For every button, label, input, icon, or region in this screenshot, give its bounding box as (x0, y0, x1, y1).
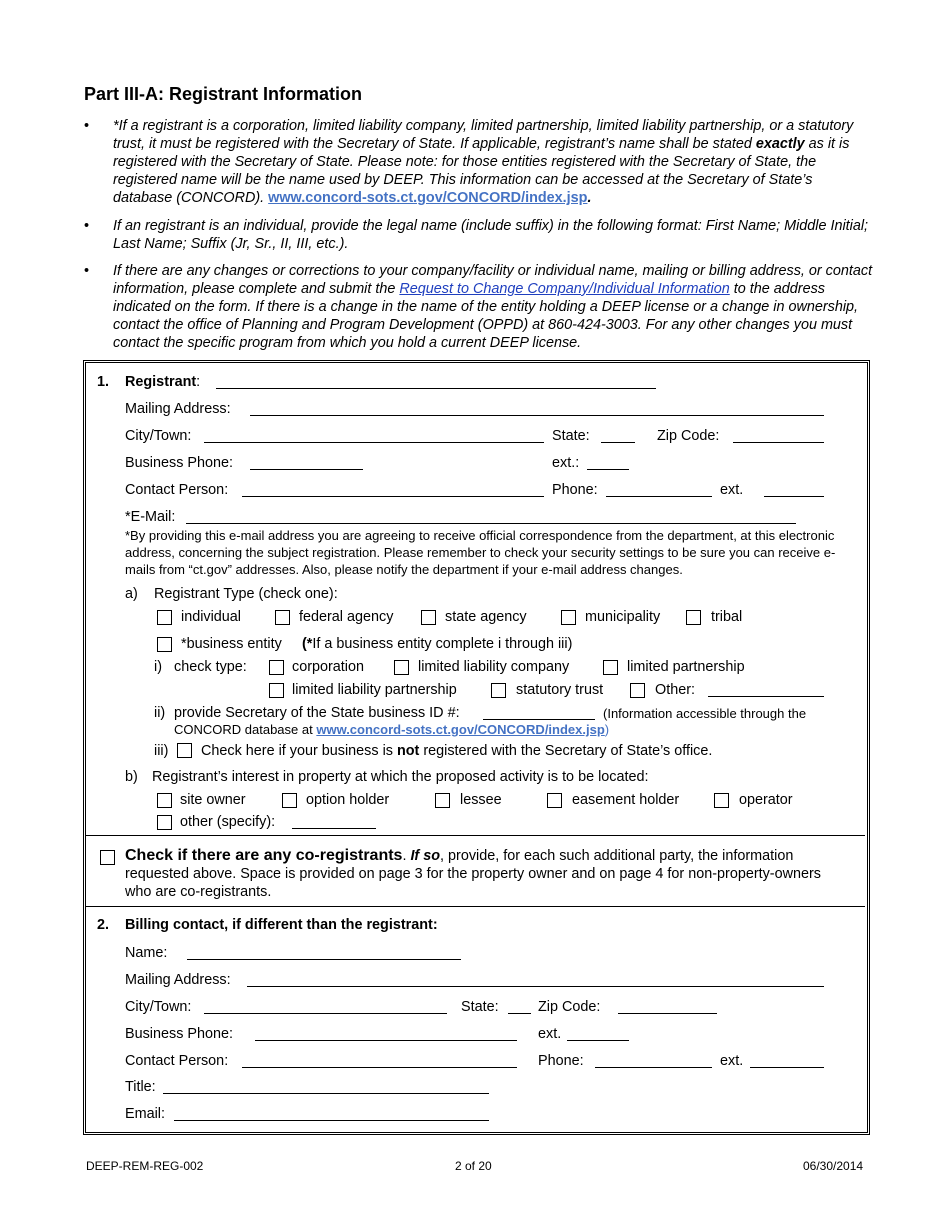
type-option-label: individual (181, 609, 242, 625)
city-field[interactable] (204, 442, 544, 443)
section-1-number (97, 373, 109, 391)
i-label: i) (154, 659, 162, 675)
billing-zip-field[interactable] (618, 1013, 717, 1014)
concord-db-line (174, 721, 609, 739)
other-entity-field[interactable] (708, 696, 824, 697)
concord-link-2[interactable]: www.concord-sots.ct.gov/CONCORD/index.jsp (316, 722, 605, 737)
bullet-dot: • (84, 263, 90, 279)
ii-label: ii) (154, 705, 166, 721)
request-change-link[interactable]: Request to Change Company/Individual Information (399, 281, 730, 297)
billing-state-field[interactable] (508, 1013, 531, 1014)
entity-option-label: statutory trust (516, 682, 604, 698)
section-2-number: 2. (97, 917, 110, 933)
a-label: a) (125, 586, 138, 602)
concord-db-text: CONCORD database at (174, 722, 317, 737)
bullet-dot: • (84, 118, 90, 134)
registrant-label-text: Registrant (125, 374, 197, 390)
interest-title: Registrant’s interest in property at which the proposed activity is to be located: (152, 769, 649, 785)
not-registered-checkbox[interactable] (177, 743, 192, 758)
type-option-label: state agency (445, 609, 527, 625)
mailing-address-field[interactable] (250, 415, 824, 416)
section-1-num: 1 (97, 374, 106, 390)
not-registered-text: Check here if your business is (201, 743, 397, 759)
interest-option-label: lessee (460, 792, 502, 808)
billing-state-label: State: (461, 999, 499, 1015)
registrant-type-title: Registrant Type (check one): (154, 586, 338, 602)
individual-checkbox[interactable] (157, 610, 172, 625)
page-number: 2 of 20 (455, 1159, 492, 1173)
email-field[interactable] (186, 523, 796, 524)
bullet-text-2: If an registrant is an individual, provide the legal name (include suffix) in the following format: First Name; Middle Initial; Last Name; Suffix (Jr, Sr., II, III, etc.). (113, 218, 869, 252)
iii-label: iii) (154, 743, 169, 759)
billing-contact-field[interactable] (242, 1067, 517, 1068)
registrant-colon: : (196, 374, 201, 390)
co-registrants-text (125, 847, 850, 901)
ext-label: ext.: (552, 455, 580, 471)
municipality-checkbox[interactable] (561, 610, 576, 625)
bullet-text-1 (113, 117, 873, 207)
co-registrants-ifso: If so (410, 848, 441, 864)
co-registrants-checkbox[interactable] (100, 850, 115, 865)
business-phone-field[interactable] (250, 469, 363, 470)
billing-ext-label-2: ext. (720, 1053, 744, 1069)
billing-email-label: Email: (125, 1106, 165, 1122)
section-divider (86, 906, 865, 907)
email-label: *E-Mail: (125, 509, 176, 525)
corporation-checkbox[interactable] (269, 660, 284, 675)
section-1-dot: . (105, 374, 110, 390)
bullet-3-text: If there are any changes or corrections to your company/facility or individual name, mailing or billing address, or contact information, please complete and submit the (113, 263, 873, 297)
tribal-checkbox[interactable] (686, 610, 701, 625)
business-id-label: provide Secretary of the State business ID #: (174, 705, 460, 721)
billing-ext-field-2[interactable] (750, 1067, 824, 1068)
ext-field-2[interactable] (764, 496, 824, 497)
billing-ext-field[interactable] (567, 1040, 629, 1041)
concord-link[interactable]: www.concord-sots.ct.gov/CONCORD/index.jsp (268, 190, 588, 206)
billing-title-field[interactable] (163, 1093, 489, 1094)
type-option-label: municipality (585, 609, 661, 625)
bullet-1-end: . (587, 190, 592, 206)
business-entity-label: *business entity (181, 636, 282, 652)
co-registrants-rest: , provide, for each such additional party, the information requested above. Space is provided on page 3 for the property owner and on page 4 for non-property-owners who are co-registrants. (125, 848, 821, 900)
not-registered-bold: not (396, 743, 420, 759)
bullet-text-3 (113, 262, 873, 352)
billing-title-label: Title: (125, 1079, 156, 1095)
business-entity-note (302, 635, 572, 653)
billing-zip-label: Zip Code: (538, 999, 601, 1015)
email-note: *By providing this e-mail address you are agreeing to receive official correspondence from the department, at this electronic address, concerning the subject registration. Please remember to check your security settings to be sure you can receive e-mails from “ct.gov” addresses. Also, please notify the department if your e-mail address changes. (125, 528, 836, 577)
billing-mailing-field[interactable] (247, 986, 824, 987)
billing-ext-label: ext. (538, 1026, 562, 1042)
check-type-label: check type: (174, 659, 247, 675)
billing-email-field[interactable] (174, 1120, 489, 1121)
other-interest-checkbox[interactable] (157, 815, 172, 830)
operator-checkbox[interactable] (714, 793, 729, 808)
llp-checkbox[interactable] (269, 683, 284, 698)
contact-person-label: Contact Person: (125, 482, 229, 498)
phone-field[interactable] (606, 496, 712, 497)
entity-option-label: limited partnership (627, 659, 745, 675)
type-option-label: federal agency (299, 609, 394, 625)
billing-contact-label: Contact Person: (125, 1053, 229, 1069)
other-entity-checkbox[interactable] (630, 683, 645, 698)
page-title: Part III-A: Registrant Information (84, 84, 363, 104)
not-registered-label (201, 742, 712, 760)
billing-name-field[interactable] (187, 959, 461, 960)
billing-phone-label: Phone: (538, 1053, 584, 1069)
bullet-1-text-2: as it is registered with the Secretary of State. Please note: for those entities registered with the Secretary of State, the registered name will be the name used by DEEP. This information can be accessed at the Secretary of State’s database (CONCORD). (113, 136, 850, 206)
billing-city-field[interactable] (204, 1013, 447, 1014)
interest-option-label: site owner (180, 792, 246, 808)
billing-city-label: City/Town: (125, 999, 192, 1015)
billing-mailing-label: Mailing Address: (125, 972, 231, 988)
co-registrants-bold: Check if there are any co-registrants (125, 847, 403, 864)
site-owner-checkbox[interactable] (157, 793, 172, 808)
billing-name-label: Name: (125, 945, 168, 961)
billing-phone-field[interactable] (595, 1067, 712, 1068)
business-entity-checkbox[interactable] (157, 637, 172, 652)
state-label: State: (552, 428, 590, 444)
bullet-1-bold: exactly (755, 136, 805, 152)
limited-partnership-checkbox[interactable] (603, 660, 618, 675)
bullet-dot: • (84, 218, 90, 234)
zip-field[interactable] (733, 442, 824, 443)
interest-option-label: option holder (306, 792, 390, 808)
other-specify-label: other (specify): (180, 814, 276, 830)
business-phone-label: Business Phone: (125, 455, 234, 471)
lessee-checkbox[interactable] (435, 793, 450, 808)
business-id-field[interactable] (483, 719, 595, 720)
business-note-bold: (* (302, 636, 313, 652)
business-id-note: (Information accessible through the (603, 706, 807, 721)
city-label: City/Town: (125, 428, 192, 444)
section-divider (86, 835, 865, 836)
registrant-label (125, 373, 200, 391)
federal-agency-checkbox[interactable] (275, 610, 290, 625)
phone-label: Phone: (552, 482, 598, 498)
mailing-address-label: Mailing Address: (125, 401, 231, 417)
bullet-1-text: *If a registrant is a corporation, limited liability company, limited partnership, limited liability partnership, or a statutory trust, it must be registered with the Secretary of State. If applicable, registrant’s name shall be stated (113, 118, 854, 152)
entity-option-label: limited liability partnership (292, 682, 457, 698)
option-holder-checkbox[interactable] (282, 793, 297, 808)
statutory-trust-checkbox[interactable] (491, 683, 506, 698)
type-option-label: tribal (711, 609, 743, 625)
business-note-text: If a business entity complete i through iii) (312, 636, 573, 652)
easement-holder-checkbox[interactable] (547, 793, 562, 808)
not-registered-text-2: registered with the Secretary of State’s office. (419, 743, 713, 759)
co-registrants-dot: . (402, 848, 411, 864)
state-agency-checkbox[interactable] (421, 610, 436, 625)
contact-person-field[interactable] (242, 496, 544, 497)
form-id: DEEP-REM-REG-002 (86, 1159, 204, 1173)
llc-checkbox[interactable] (394, 660, 409, 675)
ext-field[interactable] (587, 469, 629, 470)
form-date: 06/30/2014 (803, 1159, 864, 1173)
b-label: b) (125, 769, 138, 785)
registrant-field[interactable] (216, 388, 656, 389)
bullet-3-text-2: to the address indicated on the form. If there is a change in the name of the entity holding a DEEP license or a change in ownership, contact the office of Planning and Program Development (OPPD) at 860-424-3003. For any other changes you must contact the specific program from which you hold a current DEEP license. (113, 281, 859, 351)
concord-close: ) (604, 722, 610, 737)
entity-option-label: limited liability company (418, 659, 570, 675)
entity-option-label: corporation (292, 659, 364, 675)
interest-option-label: operator (739, 792, 793, 808)
billing-bus-phone-field[interactable] (255, 1040, 517, 1041)
interest-option-label: easement holder (572, 792, 680, 808)
ext-label-2: ext. (720, 482, 744, 498)
billing-title: Billing contact, if different than the registrant: (125, 917, 438, 933)
entity-option-label: Other: (655, 682, 695, 698)
zip-label: Zip Code: (657, 428, 720, 444)
other-specify-field[interactable] (292, 828, 376, 829)
state-field[interactable] (601, 442, 635, 443)
billing-bus-phone-label: Business Phone: (125, 1026, 234, 1042)
